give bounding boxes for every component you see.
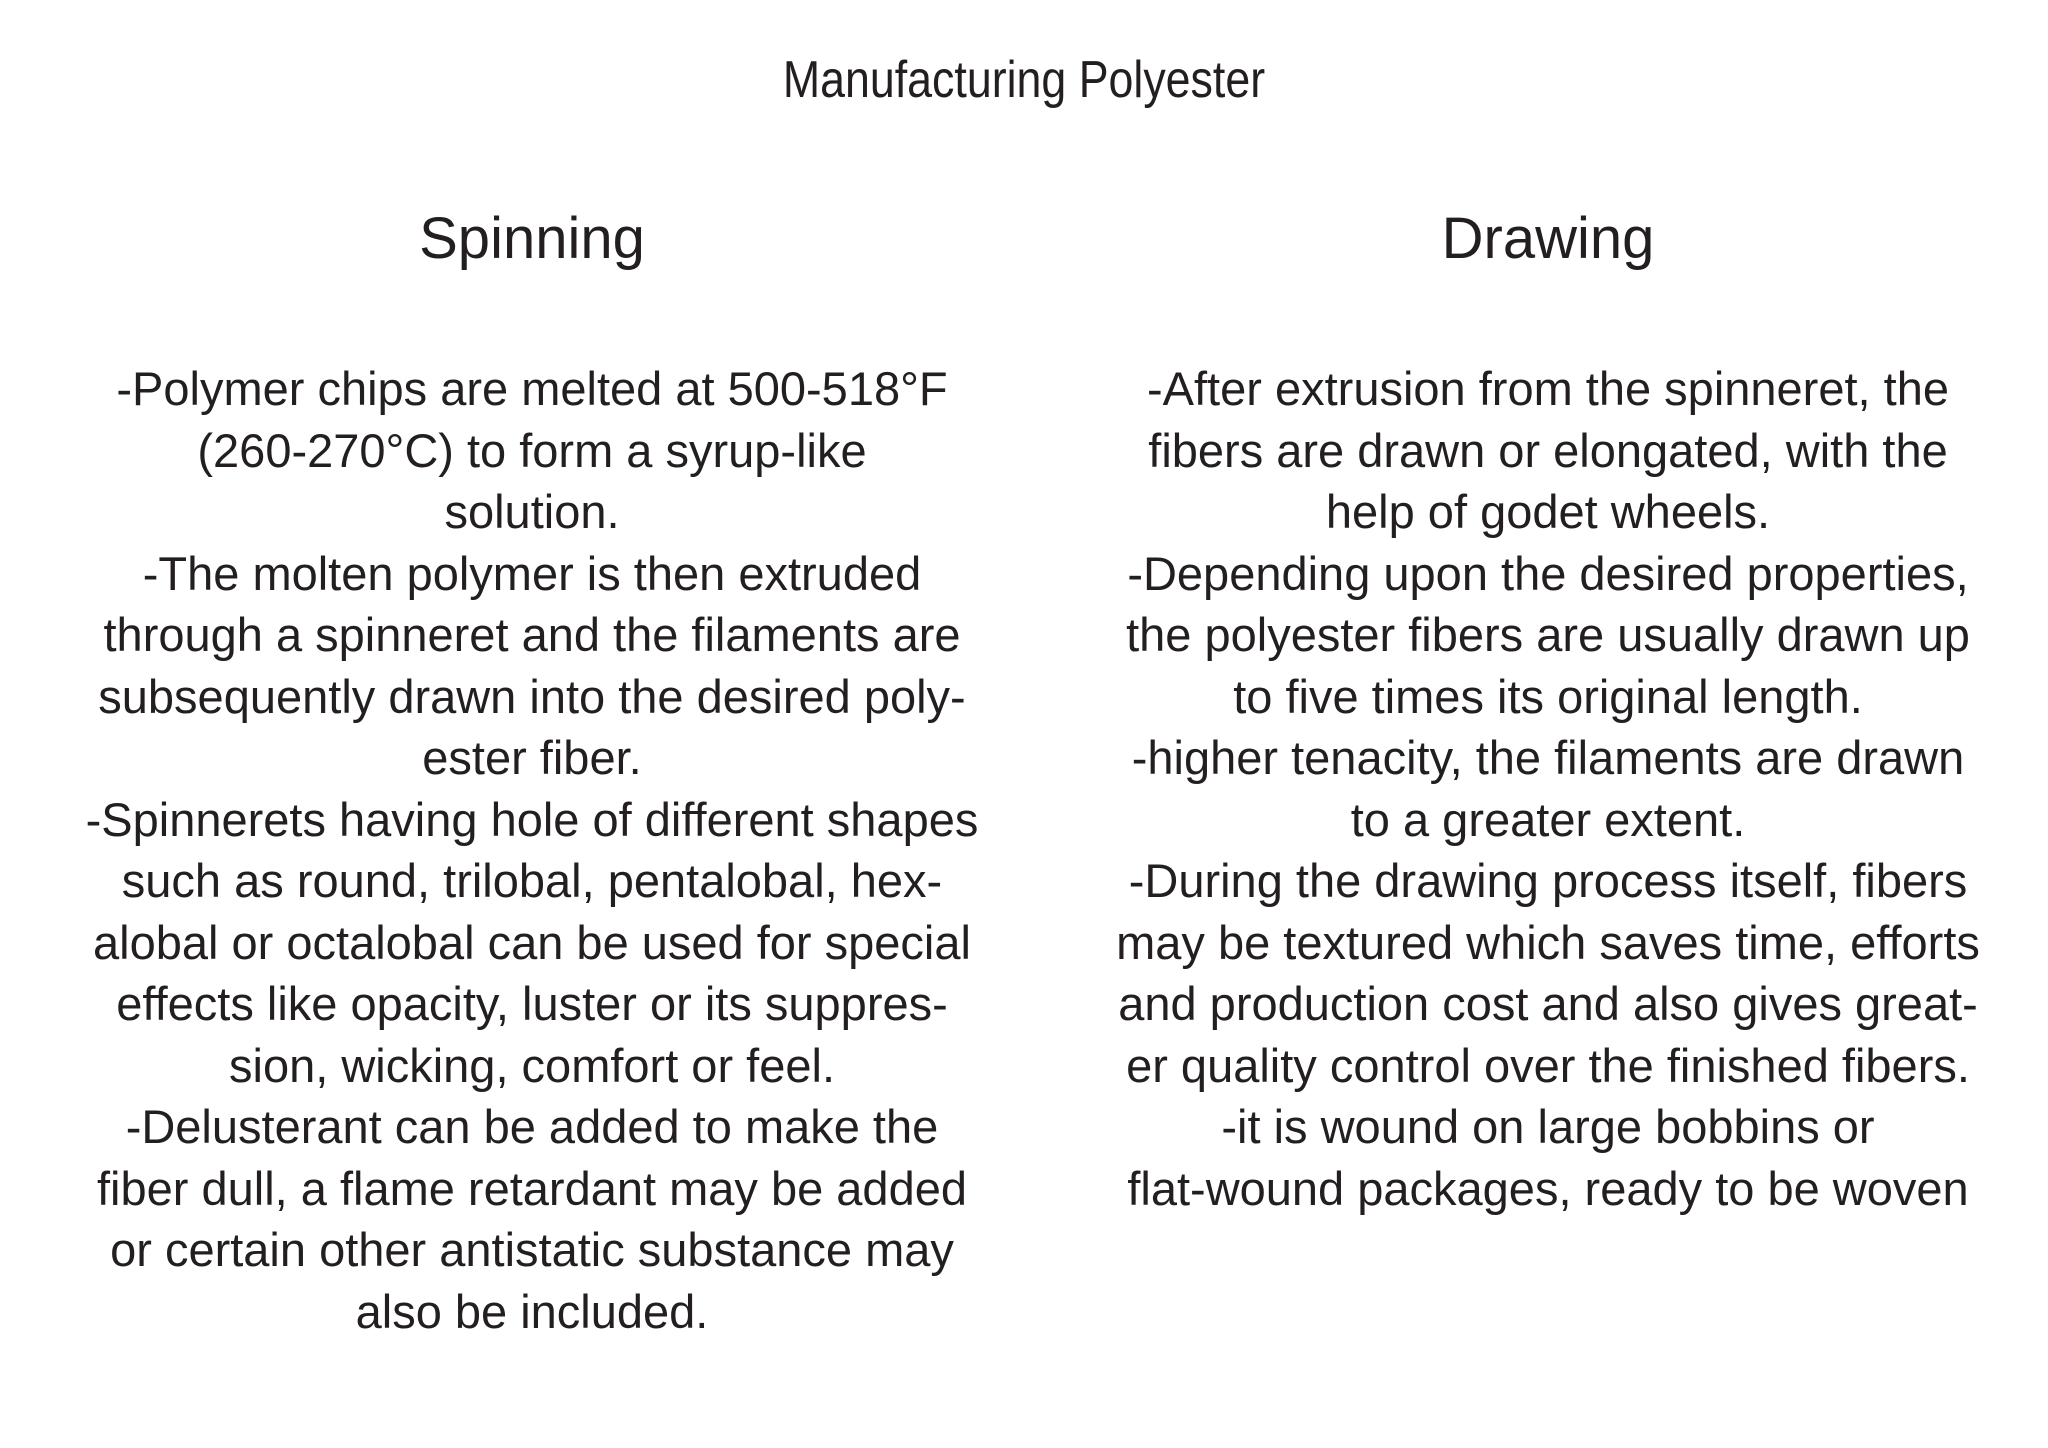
- drawing-line: may be textured which saves time, efforts: [1116, 915, 1980, 969]
- spinning-line: -The molten polymer is then extruded: [142, 546, 922, 600]
- spinning-line: -Delusterant can be added to make the: [125, 1100, 939, 1153]
- drawing-line: -it is wound on large bobbins or: [1221, 1100, 1875, 1153]
- drawing-line: to five times its original length.: [1233, 669, 1863, 723]
- page-title: Manufacturing Polyester: [782, 51, 1266, 109]
- spinning-line: alobal or octalobal can be used for special: [93, 915, 971, 969]
- spinning-line: -Polymer chips are melted at 500-518°F: [116, 362, 948, 415]
- drawing-line: the polyester fibers are usually drawn up: [1126, 608, 1970, 661]
- drawing-heading: Drawing: [1441, 206, 1655, 271]
- spinning-line: or certain other antistatic substance may: [110, 1223, 954, 1276]
- spinning-line: fiber dull, a flame retardant may be added: [96, 1161, 967, 1215]
- spinning-heading: Spinning: [419, 206, 645, 271]
- drawing-body: [1048, 358, 2048, 1219]
- drawing-line: to a greater extent.: [1350, 792, 1746, 846]
- drawing-line: er quality control over the finished fibers.: [1126, 1038, 1970, 1092]
- spinning-line: solution.: [444, 485, 620, 538]
- spinning-line: (260-270°C) to form a syrup-like: [197, 423, 867, 477]
- spinning-line: sion, wicking, comfort or feel.: [229, 1038, 835, 1092]
- drawing-line: help of godet wheels.: [1325, 485, 1771, 538]
- drawing-line: and production cost and also gives great-: [1118, 977, 1978, 1030]
- spinning-body: [32, 358, 1032, 1342]
- spinning-line: also be included.: [355, 1284, 709, 1338]
- drawing-line: -After extrusion from the spinneret, the: [1147, 362, 1949, 415]
- spinning-line: through a spinneret and the filaments are: [103, 608, 961, 661]
- spinning-column: [32, 200, 1032, 1342]
- spinning-line: subsequently drawn into the desired poly-: [98, 669, 966, 723]
- spinning-line: -Spinnerets having hole of different shapes: [85, 792, 979, 846]
- drawing-line: -Depending upon the desired properties,: [1127, 546, 1969, 600]
- drawing-line: fibers are drawn or elongated, with the: [1148, 423, 1948, 477]
- spinning-line: effects like opacity, luster or its suppres-: [116, 977, 948, 1030]
- drawing-line: -During the drawing process itself, fibers: [1128, 854, 1968, 907]
- spinning-line: such as round, trilobal, pentalobal, hex-: [121, 854, 943, 907]
- drawing-line: -higher tenacity, the filaments are drawn: [1131, 731, 1965, 784]
- drawing-line: flat-wound packages, ready to be woven: [1127, 1161, 1969, 1215]
- drawing-column: [1048, 200, 2048, 1219]
- spinning-line: ester fiber.: [422, 731, 642, 784]
